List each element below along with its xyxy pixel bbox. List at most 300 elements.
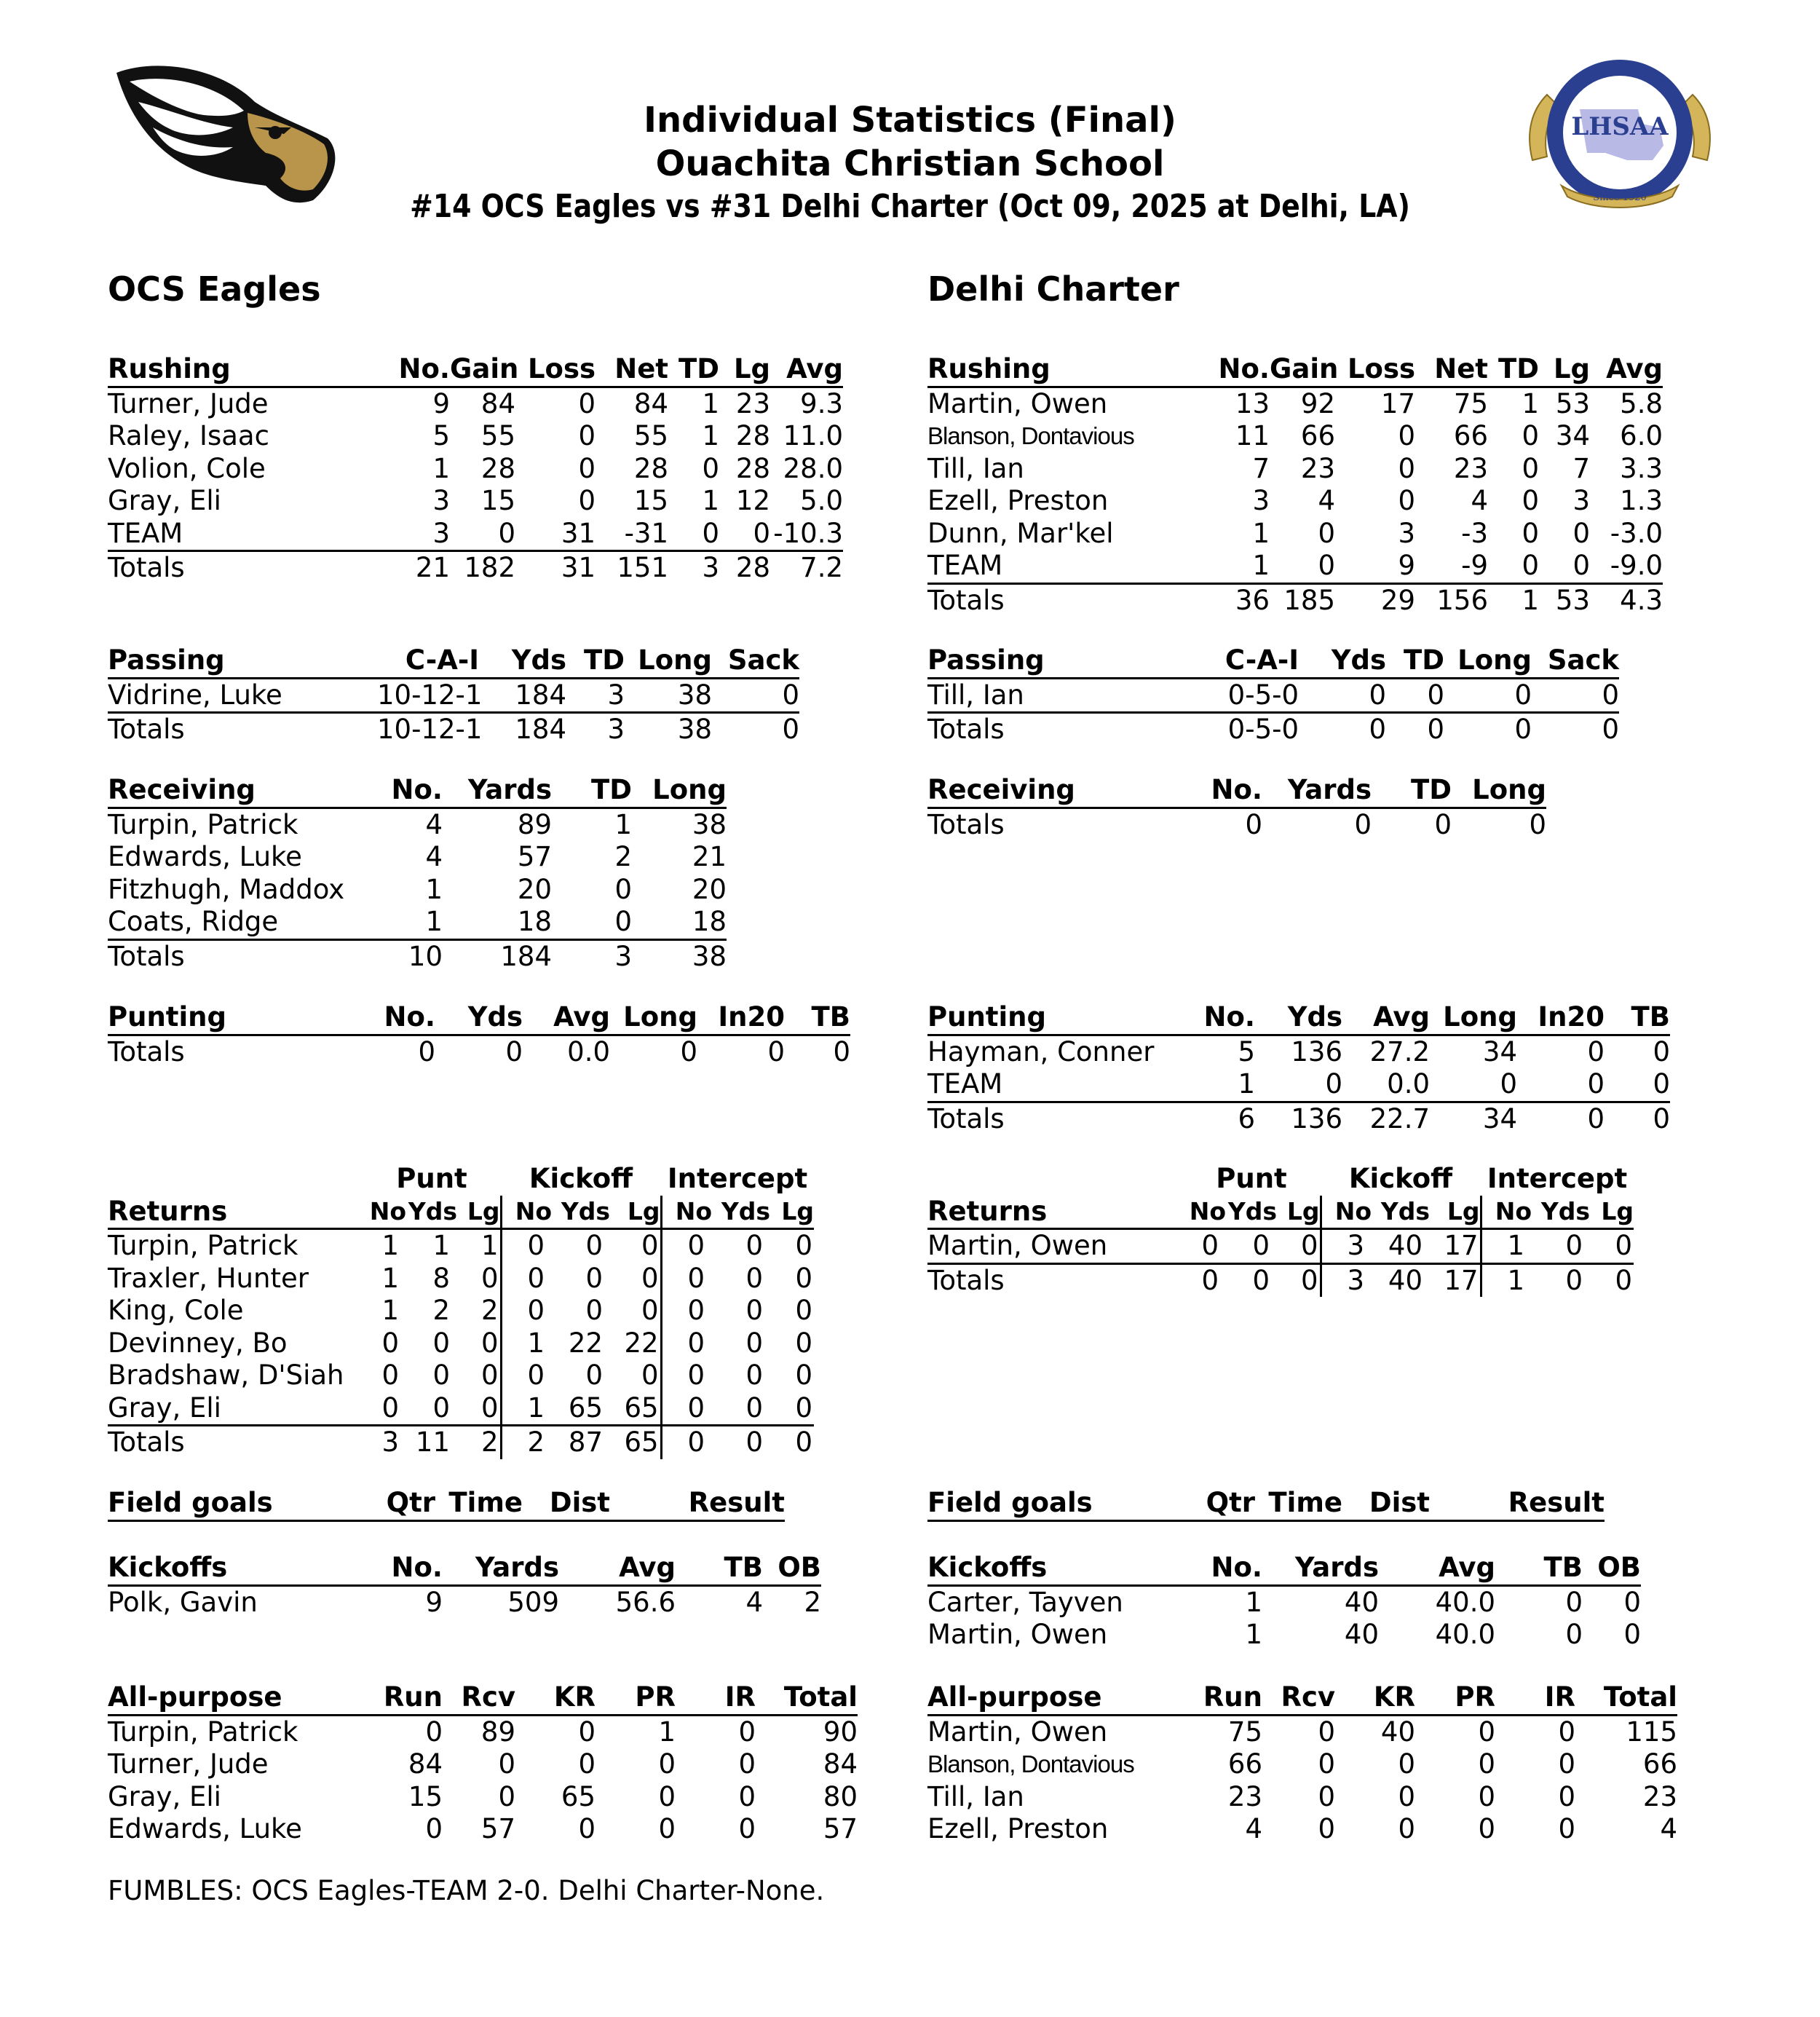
column-header: Qtr	[370, 1487, 435, 1520]
column-header: Dist	[523, 1487, 610, 1520]
column-header: Dist	[1342, 1487, 1430, 1520]
right-punting-table	[927, 1001, 1670, 1135]
stat-value: 0	[719, 518, 770, 551]
stat-value: 0	[457, 1359, 501, 1392]
stat-value: 22	[610, 1327, 661, 1360]
stat-value: 0	[1386, 678, 1444, 713]
player-name: Turpin, Patrick	[108, 1716, 298, 1748]
column-header: PR	[596, 1681, 676, 1715]
stat-value: 0	[1398, 452, 1415, 484]
stat-value: 4	[1318, 485, 1335, 516]
column-header: No.	[377, 774, 443, 808]
stat-value: 0	[1478, 1716, 1495, 1748]
stat-value: 0	[1532, 678, 1619, 713]
stat-value: 0	[1565, 1264, 1583, 1296]
column-header: Rushing	[927, 353, 1197, 387]
left-fieldgoals-table	[108, 1487, 785, 1522]
stat-value: 13	[1235, 387, 1270, 419]
player-name: Totals	[108, 940, 185, 972]
stat-value: 17	[1380, 387, 1415, 419]
column-header: Lg	[1277, 1196, 1321, 1229]
stat-value: 3	[381, 1426, 399, 1458]
stat-value: 84	[480, 387, 515, 419]
stat-value: 5.8	[1620, 387, 1663, 419]
column-header: Receiving	[108, 774, 377, 808]
stat-value: 3	[1398, 517, 1415, 549]
column-header: Sack	[712, 644, 799, 678]
column-header: Yds	[1532, 1196, 1590, 1229]
player-name: Martin, Owen	[927, 387, 1108, 419]
column-header: Punting	[927, 1001, 1197, 1035]
column-header: No.	[1197, 774, 1262, 808]
table-row	[108, 1392, 814, 1426]
stat-value: 4.3	[1620, 584, 1663, 616]
stat-value: 115	[1626, 1716, 1677, 1748]
stat-value: 92	[1300, 387, 1335, 419]
stat-value: 17	[1430, 1229, 1481, 1264]
table-row	[927, 550, 1663, 583]
column-header: OB	[763, 1552, 821, 1585]
table-row	[927, 678, 1619, 713]
stat-value: 3	[566, 678, 625, 713]
stat-value: 7.2	[800, 552, 843, 583]
table-row	[108, 906, 727, 939]
table-row	[108, 485, 843, 518]
column-header: KR	[1335, 1681, 1415, 1715]
school-name: Ouachita Christian School	[655, 143, 1165, 184]
table-row	[108, 713, 799, 746]
player-name: Till, Ian	[927, 678, 1197, 713]
table-row	[927, 1263, 1634, 1297]
stat-value: 0	[381, 1359, 399, 1391]
player-name: Totals	[108, 714, 185, 745]
returns-group-label: Intercept	[667, 1163, 808, 1194]
stat-value: 40.0	[1435, 1619, 1495, 1650]
stat-value: 1	[1245, 1619, 1262, 1650]
stat-value: 0	[1478, 1748, 1495, 1780]
stat-value: 1	[425, 873, 443, 905]
column-header: Passing	[108, 644, 377, 678]
left-team-name: OCS Eagles	[108, 269, 321, 309]
stat-value: 0	[687, 1230, 705, 1261]
stat-value: 0	[1587, 1102, 1605, 1134]
returns-group-label: Intercept	[1487, 1163, 1628, 1194]
column-header: No	[661, 1196, 712, 1229]
stat-value: 0	[578, 387, 596, 419]
column-header: Yards	[443, 774, 552, 808]
column-header: Long	[625, 644, 712, 678]
stat-value: 22.7	[1369, 1102, 1430, 1134]
stat-value: -10.3	[770, 518, 843, 551]
stat-value: 2	[804, 1586, 821, 1618]
column-header: Field goals	[927, 1487, 1190, 1520]
stat-value: 2	[457, 1295, 501, 1327]
stat-value: 2	[527, 1426, 545, 1458]
stat-value: 40	[1344, 1586, 1379, 1618]
left-all_purpose-grid	[108, 1681, 858, 1846]
column-header: Yds	[435, 1001, 523, 1035]
player-name: Coats, Ridge	[108, 906, 377, 939]
stat-value: 0	[1522, 420, 1539, 451]
stat-value: 12	[735, 485, 770, 516]
stat-value: 15	[408, 1780, 443, 1812]
stat-value: 0	[795, 1359, 813, 1391]
stat-value: 0	[1522, 485, 1539, 516]
right-allpurpose-table	[927, 1681, 1677, 1846]
column-header: TD	[1488, 353, 1539, 387]
stat-value: 0	[1532, 1229, 1590, 1264]
stat-value: 3	[1347, 1264, 1364, 1296]
left-kickoffs-table	[108, 1552, 821, 1619]
stat-value: 0	[1572, 517, 1590, 549]
stat-value: 1	[527, 1327, 545, 1359]
stat-value: 0	[738, 1716, 756, 1748]
stat-value: 0	[795, 1230, 813, 1261]
column-header: Net	[1415, 353, 1488, 387]
stat-value: 18	[443, 906, 552, 939]
left-punting-table	[108, 1001, 850, 1068]
stat-value: 0	[1478, 1813, 1495, 1844]
stat-value: 0	[745, 1295, 764, 1326]
stat-value: 11	[1235, 420, 1270, 451]
column-header: KR	[515, 1681, 596, 1715]
stat-value: 0	[1318, 517, 1335, 549]
column-header: No.	[1197, 353, 1270, 387]
player-name: Totals	[927, 584, 1005, 616]
stat-value: 1	[702, 420, 719, 451]
stat-value: 0	[578, 452, 596, 484]
table-row	[927, 1619, 1641, 1651]
table-row	[927, 1748, 1677, 1781]
stat-value: 136	[1291, 1035, 1342, 1067]
stat-value: 1	[658, 1716, 676, 1748]
stat-value: -3.0	[1610, 517, 1663, 549]
stat-value: 7	[1252, 452, 1270, 484]
right-receiving-grid	[927, 774, 1546, 841]
table-header-row	[927, 1681, 1677, 1715]
stat-value: 0	[578, 420, 596, 451]
column-header: Yds	[1372, 1196, 1430, 1229]
left-receiving-table	[108, 774, 727, 973]
stat-value: 151	[617, 552, 668, 583]
table-row	[927, 1781, 1677, 1814]
stat-value: 0	[1558, 1780, 1575, 1812]
column-header: Long	[632, 774, 727, 808]
stat-value: 38	[692, 940, 727, 972]
stat-value: 15	[633, 485, 668, 516]
column-header: No.	[377, 1001, 435, 1035]
player-name: Martin, Owen	[927, 1716, 1108, 1748]
stat-value: 9	[425, 1586, 443, 1618]
stat-value: 0	[1398, 1748, 1415, 1780]
table-row	[927, 420, 1663, 453]
left-returns-table	[108, 1163, 814, 1459]
stat-value: 0	[687, 1295, 705, 1326]
stat-value: 9	[432, 387, 450, 419]
stat-value: 0	[610, 1229, 661, 1263]
stat-value: 3	[1321, 1229, 1372, 1264]
player-name: Ezell, Preston	[927, 1813, 1109, 1844]
player-name: Turpin, Patrick	[108, 1230, 298, 1261]
stat-value: 5	[432, 420, 450, 451]
column-header: All-purpose	[927, 1681, 1197, 1715]
right-returns-grid	[927, 1163, 1634, 1297]
player-name: Till, Ian	[927, 452, 1024, 484]
stat-value: 4	[1245, 1813, 1262, 1844]
left-kickoffs-grid	[108, 1552, 821, 1619]
stat-value: 11	[415, 1426, 450, 1458]
stat-value: 0	[527, 1230, 545, 1261]
stat-value: 0	[1398, 420, 1415, 451]
stat-value: 8	[432, 1262, 450, 1294]
stat-value: 4	[425, 808, 443, 840]
table-row	[927, 1035, 1670, 1068]
stat-value: 31	[515, 518, 596, 551]
stat-value: 0	[1488, 550, 1539, 583]
stat-value: -31	[596, 518, 668, 551]
stat-value: 0	[1270, 550, 1335, 583]
player-name: Totals	[108, 552, 185, 583]
stat-value: 0	[680, 1035, 697, 1067]
column-header: No.	[1197, 1552, 1262, 1585]
table-row	[927, 1585, 1641, 1619]
column-header: Total	[1575, 1681, 1677, 1715]
left-rushing-grid	[108, 353, 843, 585]
table-row	[108, 1327, 814, 1360]
stat-value: 0	[782, 714, 799, 745]
stat-value: 0	[1653, 1102, 1670, 1134]
stat-value: 0	[381, 1327, 399, 1359]
stat-value: 0.0	[567, 1035, 610, 1067]
stat-value: 0	[795, 1327, 813, 1359]
stat-value: 66	[1227, 1748, 1262, 1780]
right-all_purpose-grid	[927, 1681, 1677, 1846]
right-punting-grid	[927, 1001, 1670, 1135]
player-name: Totals	[108, 1426, 185, 1458]
column-header: Lg	[1590, 1196, 1634, 1229]
stat-value: 1	[1522, 584, 1539, 616]
returns-group-label: Kickoff	[1348, 1163, 1453, 1194]
stat-value: 0	[578, 485, 596, 516]
stat-value: 0	[1434, 808, 1452, 840]
table-row	[927, 518, 1663, 550]
column-header: No.	[1197, 1001, 1255, 1035]
table-row	[108, 1585, 821, 1619]
column-header: Long	[1444, 644, 1532, 678]
stat-value: 0	[1558, 1716, 1575, 1748]
table-header-row	[927, 1552, 1641, 1585]
stat-value: 28	[735, 552, 770, 583]
left-rushing-table	[108, 353, 843, 585]
table-row	[927, 387, 1663, 420]
stat-value: 1	[501, 1392, 552, 1426]
column-header: Field goals	[108, 1487, 370, 1520]
right-passing-grid	[927, 644, 1619, 746]
stat-value: -9	[1415, 550, 1488, 583]
stat-value: 53	[1555, 584, 1590, 616]
returns-group-label: Kickoff	[529, 1163, 633, 1194]
stat-value: 0	[1522, 452, 1539, 484]
matchup-line: #14 OCS Eagles vs #31 Delhi Charter (Oct 09, 2025 at Delhi, LA)	[410, 188, 1410, 225]
stat-value: 0	[745, 1359, 764, 1391]
stat-value: 0	[745, 1327, 764, 1359]
stat-value: 0	[1590, 1229, 1634, 1264]
stat-value: 0.0	[1342, 1068, 1430, 1102]
stat-value: 3	[614, 940, 632, 972]
stat-value: 80	[823, 1780, 858, 1812]
player-name: Martin, Owen	[927, 1229, 1182, 1264]
stat-value: 1.3	[1620, 485, 1663, 516]
returns-group-label: Punt	[396, 1163, 467, 1194]
stat-value: 28	[480, 452, 515, 484]
column-header: Long	[1452, 774, 1546, 808]
stat-value: 20	[692, 873, 727, 905]
player-name: Till, Ian	[927, 1780, 1024, 1812]
table-header-row	[927, 644, 1619, 678]
stat-value: 0	[505, 1035, 523, 1067]
stat-value: 9	[1335, 550, 1415, 583]
stat-value: 0	[425, 1813, 443, 1844]
right-rushing-grid	[927, 353, 1663, 617]
table-row	[108, 1295, 814, 1327]
column-header: Avg	[770, 353, 843, 387]
column-header: Rcv	[1262, 1681, 1335, 1715]
stat-value: 0	[1529, 808, 1546, 840]
table-row	[108, 551, 843, 585]
player-name: TEAM	[927, 550, 1197, 583]
stat-value: 0	[1277, 1263, 1321, 1297]
column-header: Sack	[1532, 644, 1619, 678]
stat-value: 38	[692, 808, 727, 840]
stat-value: 6	[1238, 1102, 1255, 1134]
stat-value: 2	[432, 1295, 450, 1326]
stat-value: 0	[702, 452, 719, 484]
table-row	[108, 1426, 814, 1459]
stat-value: 55	[480, 420, 515, 451]
left-passing-grid	[108, 644, 799, 746]
stat-value: 0	[527, 1359, 545, 1391]
column-header: Rcv	[443, 1681, 515, 1715]
stat-value: 184	[500, 940, 552, 972]
column-header: Result	[610, 1487, 785, 1520]
player-name: Fitzhugh, Maddox	[108, 873, 345, 905]
column-header: Yds	[712, 1196, 770, 1229]
stat-value: 0	[1565, 1619, 1583, 1650]
returns-group-label: Punt	[1216, 1163, 1287, 1194]
player-name: Dunn, Mar'kel	[927, 517, 1114, 549]
column-header: Yds	[406, 1196, 457, 1229]
stat-value: 184	[479, 678, 566, 713]
stat-value: 1	[377, 906, 443, 939]
stat-value: 40	[1380, 1716, 1415, 1748]
column-header: In20	[1517, 1001, 1605, 1035]
stat-value: 28.0	[783, 452, 843, 484]
table-header-row	[927, 774, 1546, 808]
column-header: Gain	[450, 353, 515, 387]
table-row	[927, 485, 1663, 518]
stat-value: 55	[633, 420, 668, 451]
table-row	[927, 453, 1663, 486]
stat-value: 40	[1388, 1264, 1423, 1296]
column-header: Yds	[1299, 644, 1386, 678]
column-header: Returns	[927, 1196, 1182, 1229]
stat-value: 1	[381, 1295, 399, 1326]
stat-value: 0	[457, 1327, 501, 1360]
stat-value: 1	[432, 452, 450, 484]
stat-value: 182	[464, 552, 515, 583]
player-name: Raley, Isaac	[108, 420, 269, 451]
stat-value: -3	[1461, 517, 1488, 549]
column-header: TD	[566, 644, 625, 678]
stat-value: 89	[517, 808, 552, 840]
stat-value: 0	[658, 1813, 676, 1844]
stat-value: 0	[687, 1426, 705, 1458]
stat-value: 65	[610, 1426, 661, 1459]
stat-value: 57	[823, 1813, 858, 1844]
player-name: Totals	[927, 714, 1005, 745]
table-row	[927, 808, 1546, 841]
page-header	[0, 98, 1820, 228]
stat-value: 0	[1522, 517, 1539, 549]
table-row	[108, 874, 727, 907]
table-header-row	[108, 1552, 821, 1585]
player-name: TEAM	[108, 518, 377, 551]
table-row	[108, 841, 727, 874]
table-header-row	[108, 1001, 850, 1035]
stat-value: 2	[614, 841, 632, 872]
column-header: C-A-I	[377, 644, 479, 678]
column-header: Run	[1197, 1681, 1262, 1715]
stat-value: 0	[1252, 1264, 1270, 1296]
column-header: Avg	[1342, 1001, 1430, 1035]
stat-value: 0	[712, 678, 799, 713]
column-header: Yds	[1226, 1196, 1277, 1229]
stat-value: 0	[406, 1392, 457, 1426]
stat-value: 23	[1227, 1780, 1262, 1812]
stat-value: 0	[527, 1295, 545, 1326]
column-header: IR	[1495, 1681, 1575, 1715]
stat-value: 84	[408, 1748, 443, 1780]
stat-value: 2	[457, 1426, 501, 1459]
table-row	[108, 420, 843, 453]
stat-value: 0	[738, 1780, 756, 1812]
column-header: TB	[1605, 1001, 1670, 1035]
stat-value: 5	[1238, 1035, 1255, 1067]
player-name: Gray, Eli	[108, 1392, 363, 1426]
stat-value: 0	[1565, 1586, 1583, 1618]
player-name: Ezell, Preston	[927, 485, 1109, 516]
stat-value: 3	[1572, 485, 1590, 516]
column-header: Loss	[1335, 353, 1415, 387]
returns-group-row	[108, 1163, 814, 1196]
column-header: Long	[1430, 1001, 1517, 1035]
table-row	[927, 1813, 1677, 1846]
stat-value: 75	[1453, 387, 1488, 419]
stat-value: 1	[702, 485, 719, 516]
stat-value: 0	[1201, 1264, 1219, 1296]
stat-value: 0	[552, 906, 632, 939]
column-header: TD	[552, 774, 632, 808]
stat-value: 38	[625, 678, 712, 713]
stat-value: 10-12-1	[377, 678, 479, 713]
stat-value: 89	[480, 1716, 515, 1748]
table-header-row	[108, 1487, 785, 1520]
stat-value: 66	[1642, 1748, 1677, 1780]
stat-value: 0	[1653, 1035, 1670, 1067]
stat-value: 21	[692, 841, 727, 872]
stat-value: 84	[823, 1748, 858, 1780]
table-row	[108, 1813, 858, 1846]
